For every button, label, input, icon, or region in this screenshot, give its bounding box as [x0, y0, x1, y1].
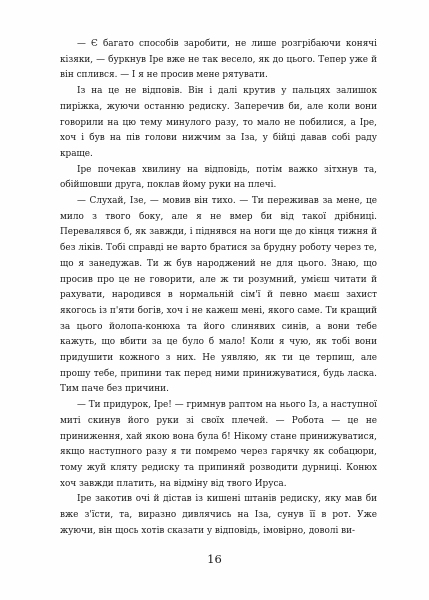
paragraph: Із на це не відповів. Він і далі крутив у пальцях залишок пиріжка, жуючи останню редиску. Заперечив би, але коли вони говорили на цю тему минулого разу, то мало не побилися, а Іре, хоч і був на пів голови нижчим за Іза, у бійці давав собі раду краще.	[60, 86, 377, 159]
paragraph: — Ти придурок, Іре! — гримнув раптом на нього Із, а наступної миті скинув його руки зі своїх плечей. — Робота — це не приниження, хай якою вона була б! Нікому стане принижуватися, якщо наступного разу я ти помремо через гарячку як собацюри, тому жуй кляту редиску та припиняй розводити дурниці. Конюх хоч завжди платить, на відміну від твого Ируса.	[60, 400, 377, 489]
paragraph: — Слухай, Ізе, — мовив він тихо. — Ти переживав за мене, це мило з твого боку, але я не вмер би від такої дрібниці. Перевалявся б, як завжди, і піднявся на ноги ще до кінця тижня й без ліків. Тобі справді не варто братися за брудну роботу через те, що я занедужав. Ти ж був народжений не для цього. Знаю, що просив про це не говорити, але ж ти розумний, умієш читати й рахувати, народився в нормальній сім'ї й певно маєш захист якогось із п'яти богів, хоч і не кажеш мені, якого саме. Ти кращий за цього йолопа-конюха та його слинявих синів, а вони тебе кажуть, що вбити за це було б мало! Коли я чую, як тобі вони придушити кожного з них. Не уявляю, як ти це терпиш, але прошу тебе, припини так перед ними принижуватися, будь ласка. Тим паче без причини.	[60, 196, 377, 395]
paragraph: Іре почекав хвилину на відповідь, потім важко зітхнув та, обійшовши друга, поклав йому руки на плечі.	[60, 164, 377, 191]
page-number: 16	[207, 552, 222, 566]
paragraph: Іре закотив очі й дістав із кишені штанів редиску, яку мав би вже з'їсти, та, виразно дивлячись на Іза, сунув її в рот. Уже жуючи, він щось хотів сказати у відповідь, імовірно, доволі ви-	[60, 494, 377, 536]
paragraph: — Є багато способів заробити, не лише розгрібаючи конячі кізяки, — буркнув Іре вже не так весело, як до цього. Тепер уже й він сплився. — І я не просив мене рятувати.	[60, 39, 377, 81]
body-text	[60, 37, 377, 540]
